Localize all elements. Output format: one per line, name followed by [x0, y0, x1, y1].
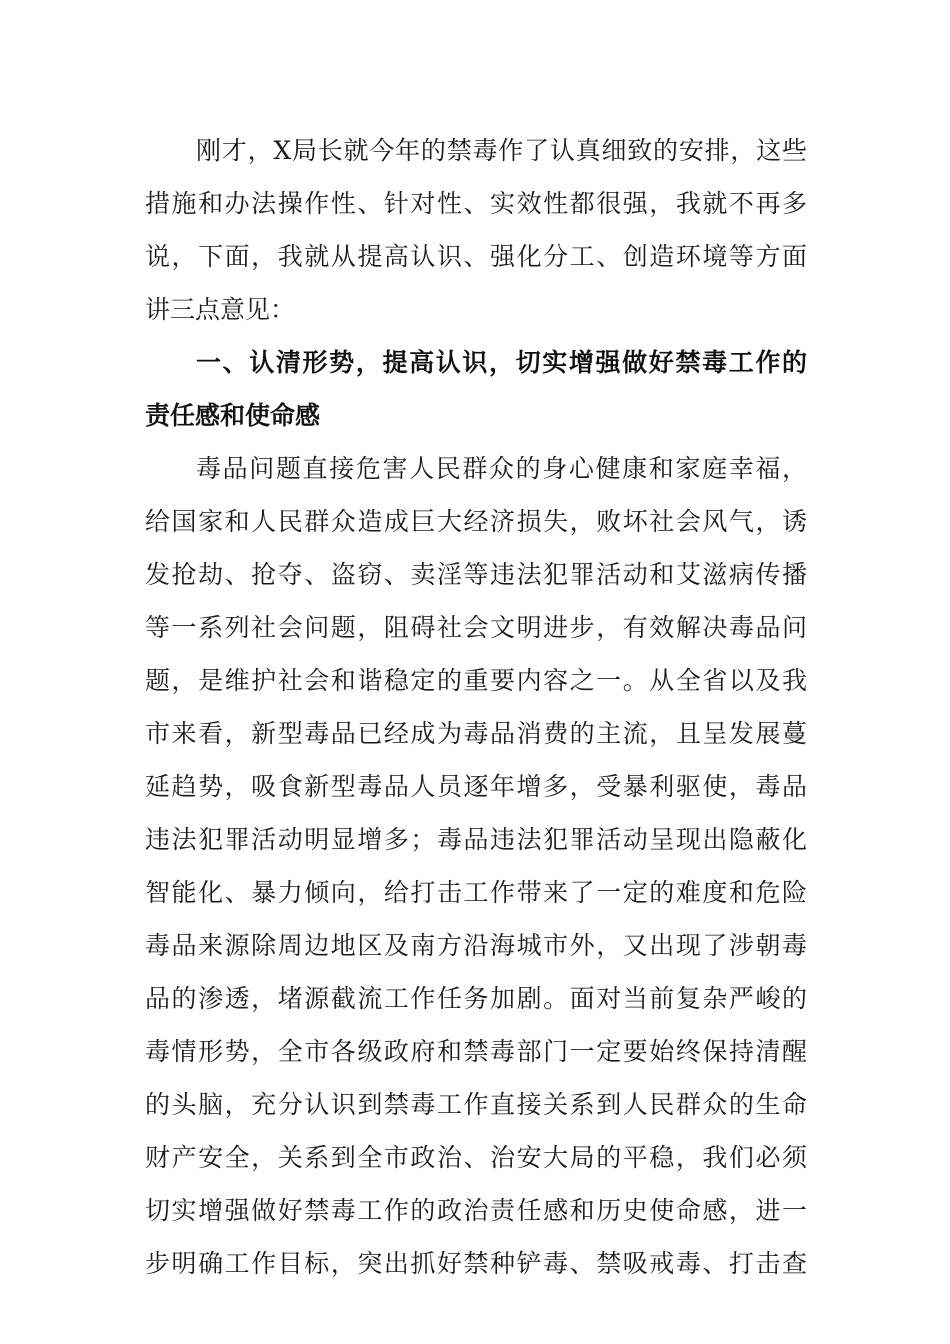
paragraph-line: 措施和办法操作性、针对性、实效性都很强，我就不再多 [145, 189, 807, 218]
paragraph-line: 等一系列社会问题，阻碍社会文明进步，有效解决毒品问 [145, 613, 807, 642]
paragraph-line: 题，是维护社会和谐稳定的重要内容之一。从全省以及我 [145, 666, 807, 695]
paragraph-line: 延趋势，吸食新型毒品人员逐年增多，受暴利驱使，毒品 [145, 772, 807, 801]
paragraph-line: 财产安全，关系到全市政治、治安大局的平稳，我们必须 [145, 1143, 807, 1172]
paragraph-line: 毒情形势，全市各级政府和禁毒部门一定要始终保持清醒 [145, 1037, 807, 1066]
paragraph-line: 刚才，X局长就今年的禁毒作了认真细致的安排，这些 [196, 136, 807, 165]
paragraph-line: 违法犯罪活动明显增多；毒品违法犯罪活动呈现出隐蔽化 [145, 825, 807, 854]
paragraph-line: 智能化、暴力倾向，给打击工作带来了一定的难度和危险 [145, 878, 807, 907]
paragraph-line: 切实增强做好禁毒工作的政治责任感和历史使命感，进一 [145, 1196, 807, 1225]
paragraph-line: 市来看，新型毒品已经成为毒品消费的主流，且呈发展蔓 [145, 719, 807, 748]
paragraph-line: 的头脑，充分认识到禁毒工作直接关系到人民群众的生命 [145, 1090, 807, 1119]
section-heading-line: 一、认清形势，提高认识，切实增强做好禁毒工作的 [196, 348, 807, 377]
paragraph-line: 毒品来源除周边地区及南方沿海城市外，又出现了涉朝毒 [145, 931, 807, 960]
paragraph-line: 给国家和人民群众造成巨大经济损失，败坏社会风气，诱 [145, 507, 807, 536]
paragraph-line: 毒品问题直接危害人民群众的身心健康和家庭幸福， [196, 454, 807, 483]
paragraph-line: 说，下面，我就从提高认识、强化分工、创造环境等方面 [145, 242, 807, 271]
section-heading-line: 责任感和使命感 [145, 401, 321, 430]
paragraph-line: 发抢劫、抢夺、盗窃、卖淫等违法犯罪活动和艾滋病传播 [145, 560, 807, 589]
paragraph-line: 讲三点意见： [145, 295, 296, 324]
paragraph-line: 品的渗透，堵源截流工作任务加剧。面对当前复杂严峻的 [145, 984, 807, 1013]
paragraph-line: 步明确工作目标，突出抓好禁种铲毒、禁吸戒毒、打击查 [145, 1249, 807, 1278]
